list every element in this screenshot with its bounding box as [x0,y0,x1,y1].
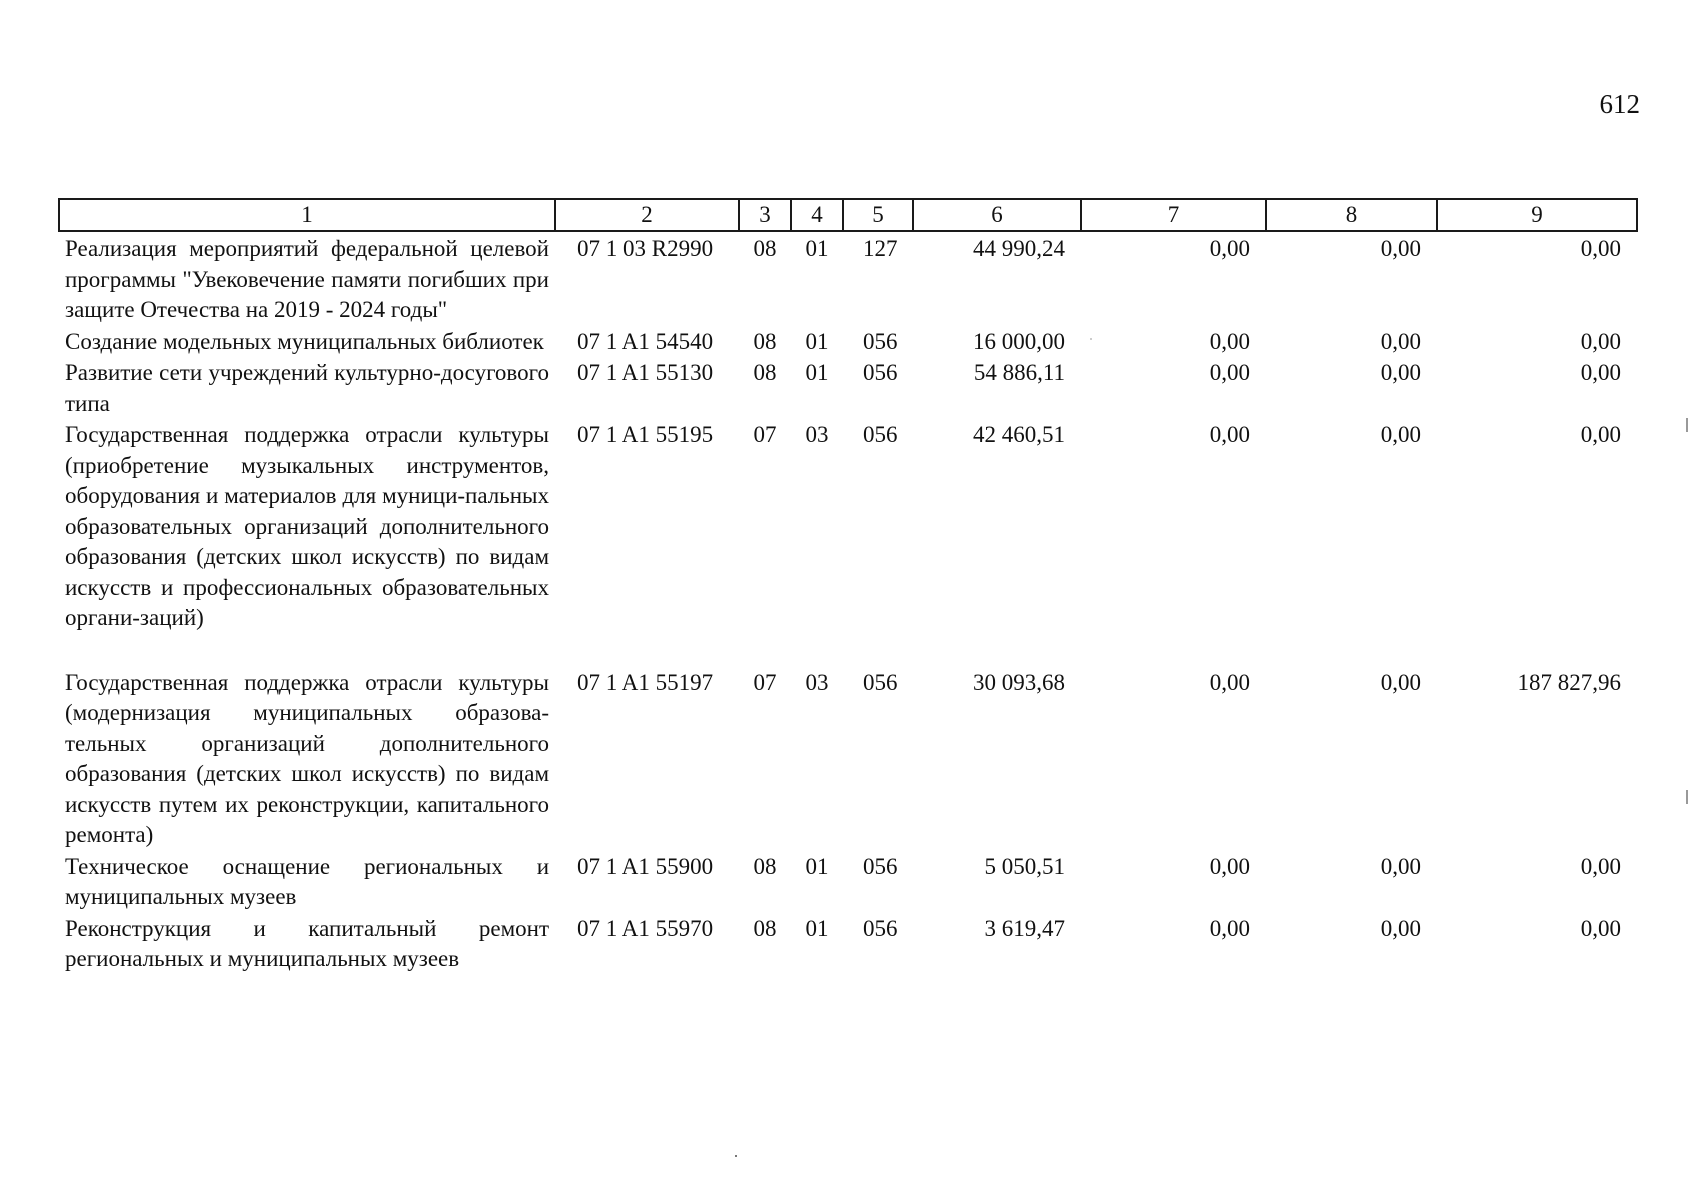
budget-table [58,198,1638,976]
row-value-9: 0,00 [1580,328,1621,354]
row-section: 08 [753,360,777,385]
row-value-6: 44 990,24 [973,236,1065,261]
table-row [59,358,1637,420]
row-value-8: 0,00 [1380,328,1421,354]
row-value-9: 0,00 [1580,422,1621,447]
row-value-9: 0,00 [1580,853,1621,879]
row-value-6: 42 460,51 [973,422,1065,447]
header-col-9: 9 [1437,199,1637,231]
header-col-7: 7 [1081,199,1266,231]
scan-edge-mark [1686,790,1688,804]
row-value-9: 187 827,96 [1517,669,1621,695]
row-value-6: 30 093,68 [973,669,1065,695]
row-expense-type: 056 [863,360,898,385]
header-col-4: 4 [791,199,843,231]
row-subsection: 03 [805,669,829,695]
row-value-7: 0,00 [1209,915,1250,941]
row-code: 07 1 A1 55970 [577,915,714,941]
table-row [59,852,1637,914]
row-value-7: 0,00 [1209,853,1250,879]
scan-speck [735,1155,737,1157]
table-row [59,420,1637,635]
row-name: Реконструкция и капитальный ремонт региональных и муниципальных музеев [65,915,549,971]
row-section: 08 [753,853,777,879]
row-value-8: 0,00 [1380,360,1421,385]
row-subsection: 01 [805,915,829,941]
row-code: 07 1 A1 55197 [577,669,714,695]
row-value-8: 0,00 [1380,236,1421,261]
spacer-row [59,635,1637,668]
table-row [59,231,1637,327]
row-section: 08 [753,236,777,261]
row-name: Развитие сети учреждений культурно-досугового типа [65,360,549,416]
scan-edge-mark [1686,418,1688,432]
row-value-6: 3 619,47 [984,915,1065,941]
row-value-6: 54 886,11 [973,360,1065,385]
row-value-9: 0,00 [1580,915,1621,941]
row-code: 07 1 A1 55130 [577,360,714,385]
row-expense-type: 056 [863,422,898,447]
row-subsection: 01 [805,853,829,879]
header-col-2: 2 [555,199,739,231]
row-expense-type: 127 [863,236,898,261]
row-value-9: 0,00 [1580,360,1621,385]
header-col-6: 6 [913,199,1081,231]
row-section: 08 [753,328,777,354]
row-name: Реализация мероприятий федеральной целевой программы "Увековечение памяти погибших при защите Отечества на 2019 - 2024 годы" [65,236,549,322]
row-name: Создание модельных муниципальных библиотек [65,328,544,354]
row-subsection: 01 [805,360,829,385]
row-expense-type: 056 [863,669,898,695]
row-section: 07 [753,422,777,447]
row-value-8: 0,00 [1380,915,1421,941]
row-subsection: 01 [805,236,829,261]
row-section: 08 [753,915,777,941]
header-col-3: 3 [739,199,791,231]
row-code: 07 1 03 R2990 [577,236,714,261]
row-value-7: 0,00 [1209,236,1250,261]
header-row [59,199,1637,231]
spacer-cell [59,635,1637,668]
scan-speck [1090,338,1092,340]
row-expense-type: 056 [863,915,898,941]
row-value-7: 0,00 [1209,360,1250,385]
table-row [59,327,1637,359]
row-expense-type: 056 [863,853,898,879]
row-subsection: 01 [805,328,829,354]
table-body [59,231,1637,976]
header-col-1: 1 [59,199,555,231]
row-code: 07 1 A1 55195 [577,422,714,447]
row-value-6: 16 000,00 [973,328,1065,354]
row-value-7: 0,00 [1209,669,1250,695]
row-expense-type: 056 [863,328,898,354]
table-row [59,668,1637,852]
row-value-8: 0,00 [1380,669,1421,695]
row-value-7: 0,00 [1209,422,1250,447]
row-code: 07 1 A1 55900 [577,853,714,879]
row-code: 07 1 A1 54540 [577,328,714,354]
row-value-9: 0,00 [1580,236,1621,261]
row-section: 07 [753,669,777,695]
page-number: 612 [1599,89,1640,119]
row-subsection: 03 [805,422,829,447]
row-name: Техническое оснащение региональных и муниципальных музеев [65,853,549,909]
header-col-5: 5 [843,199,913,231]
row-name: Государственная поддержка отрасли культуры (приобретение музыкальных инструментов, оборудования и материалов для муници-пальных образовательных организаций дополнительного образования (детских школ искусств) по видам искусств и профессиональных образовательных органи-заций) [65,422,549,630]
table-row [59,914,1637,976]
row-value-8: 0,00 [1380,853,1421,879]
header-col-8: 8 [1266,199,1437,231]
row-value-7: 0,00 [1209,328,1250,354]
row-value-8: 0,00 [1380,422,1421,447]
row-value-6: 5 050,51 [984,853,1065,879]
table-header [59,199,1637,231]
row-name: Государственная поддержка отрасли культуры (модернизация муниципальных образова-тельных организаций дополнительного образования (детских школ искусств) по видам искусств путем их реконструкции, капитального ремонта) [65,669,549,847]
